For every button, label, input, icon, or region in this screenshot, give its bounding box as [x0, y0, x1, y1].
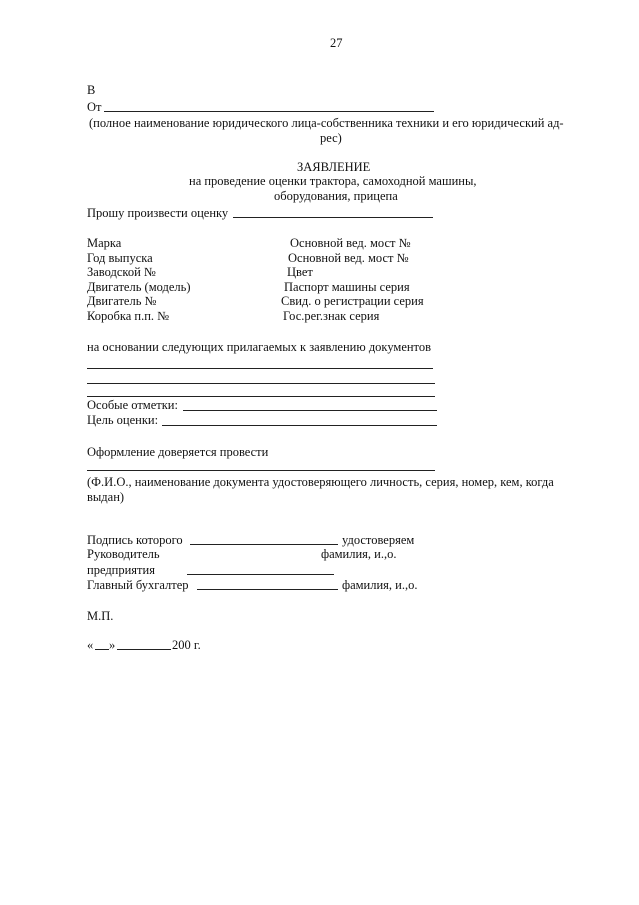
field-axle-2: Основной вед. мост № — [288, 251, 409, 265]
field-plate: Гос.рег.знак серия — [283, 309, 380, 323]
signature-of-label: Подпись которого — [87, 533, 183, 547]
field-axle-1: Основной вед. мост № — [290, 236, 411, 250]
date-quote-open: « — [87, 638, 94, 652]
field-engine-number: Двигатель № — [87, 294, 157, 308]
from-note-line2: рес) — [320, 131, 342, 145]
head-signature-line[interactable] — [187, 574, 334, 575]
from-note-line1: (полное наименование юридического лица-собственника техники и его юридический ад- — [89, 116, 564, 130]
head-name-label: фамилия, и.,о. — [321, 547, 397, 561]
document-title: ЗАЯВЛЕНИЕ — [297, 160, 371, 174]
accountant-signature-line[interactable] — [197, 589, 338, 590]
field-gearbox: Коробка п.п. № — [87, 309, 170, 323]
purpose-line[interactable] — [162, 425, 437, 426]
registration-line[interactable] — [87, 470, 435, 471]
date-day-line[interactable] — [95, 649, 109, 650]
field-registration: Свид. о регистрации серия — [281, 294, 424, 308]
special-marks-line[interactable] — [183, 410, 437, 411]
date-quote-close: » — [109, 638, 116, 652]
request-field-line[interactable] — [233, 217, 433, 218]
date-year: 200 г. — [172, 638, 201, 652]
to-label: В — [87, 83, 96, 97]
from-label: От — [87, 100, 102, 114]
page-number: 27 — [330, 36, 343, 50]
registration-note-2: выдан) — [87, 490, 125, 504]
field-brand: Марка — [87, 236, 122, 250]
registration-note: (Ф.И.О., наименование документа удостоверяющего личность, серия, номер, кем, когда — [87, 475, 554, 489]
special-marks-label: Особые отметки: — [87, 398, 178, 412]
certify-label: удостоверяем — [342, 533, 415, 547]
registration-label: Оформление доверяется провести — [87, 445, 269, 459]
documents-line-3[interactable] — [87, 396, 435, 397]
field-engine-model: Двигатель (модель) — [87, 280, 191, 294]
signature-of-line[interactable] — [190, 544, 338, 545]
documents-label: на основании следующих прилагаемых к заявлению документов — [87, 340, 432, 354]
purpose-label: Цель оценки: — [87, 413, 159, 427]
from-field-line[interactable] — [104, 111, 434, 112]
document-subtitle-line1: на проведение оценки трактора, самоходной машины, — [189, 174, 477, 188]
field-year: Год выпуска — [87, 251, 153, 265]
stamp-label: М.П. — [87, 609, 114, 623]
head-label: Руководитель — [87, 547, 160, 561]
document-subtitle-line2: оборудования, прицепа — [274, 189, 398, 203]
enterprise-label: предприятия — [87, 563, 155, 577]
field-serial: Заводской № — [87, 265, 156, 279]
request-label: Прошу произвести оценку — [87, 206, 229, 220]
documents-line-1[interactable] — [87, 368, 433, 369]
date-month-line[interactable] — [117, 649, 171, 650]
accountant-name-label: фамилия, и.,о. — [342, 578, 418, 592]
accountant-label: Главный бухгалтер — [87, 578, 189, 592]
field-color: Цвет — [287, 265, 313, 279]
field-passport: Паспорт машины серия — [284, 280, 410, 294]
documents-line-2[interactable] — [87, 383, 435, 384]
